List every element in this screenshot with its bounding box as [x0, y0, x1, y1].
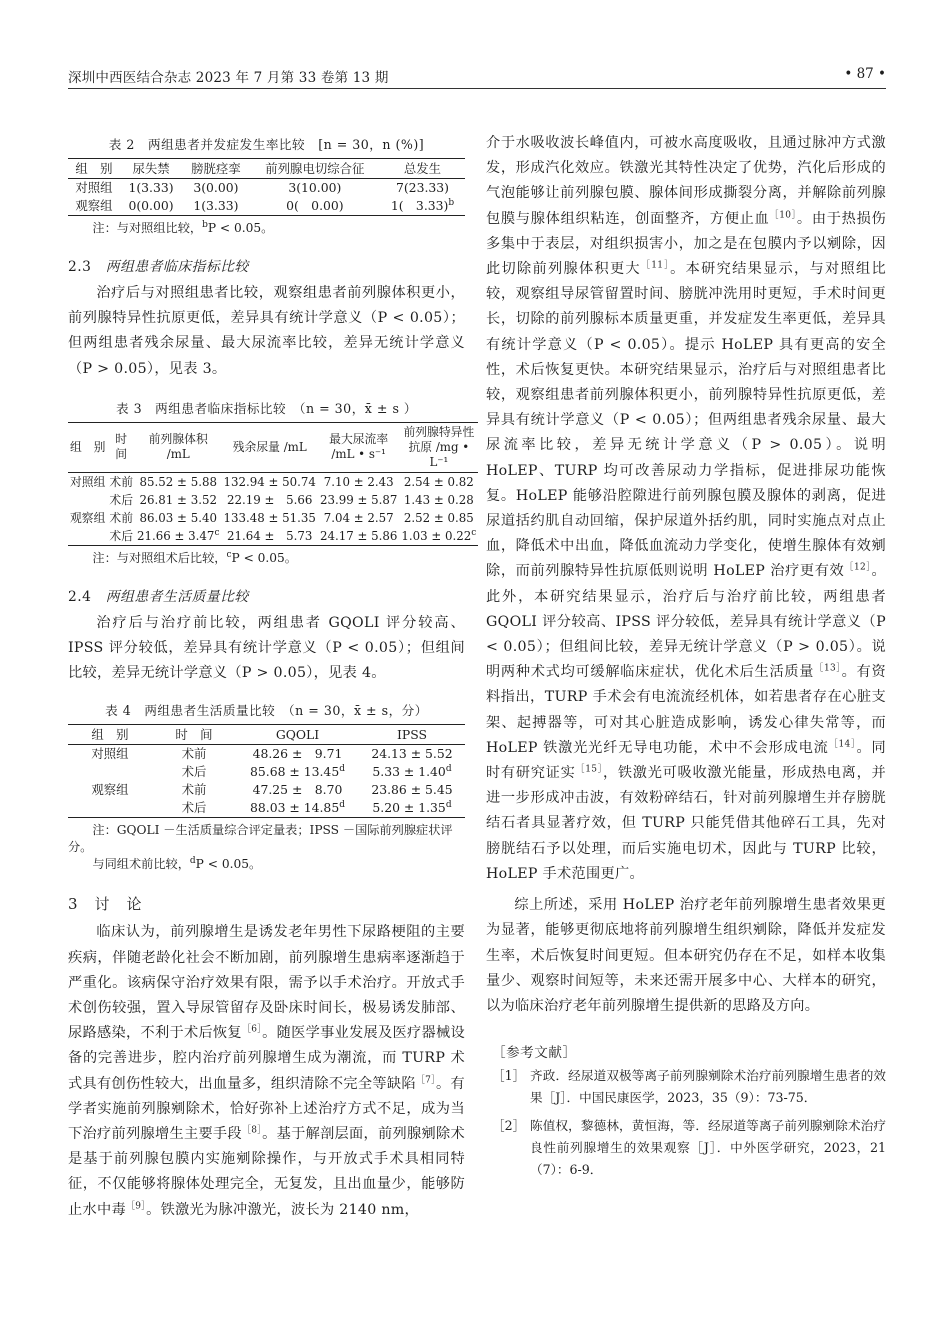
table-cell: 7.10 ± 2.43: [323, 474, 394, 489]
table4-header: GQOLI: [275, 727, 320, 743]
text-run: 。基于解剖层面，前列腺剜除术是基于前列腺包膜内实施剜除操作，与开放式手术具相同特征，不仅能够将腺体处理完全，无复发，且出血量少，能够防止水中毒: [68, 1126, 465, 1218]
superscript: c: [214, 527, 220, 538]
page-number: • 87 •: [844, 66, 886, 82]
table3-header: 前列腺特异性抗原 /mg • L⁻¹: [403, 424, 475, 469]
table4-note: 注：GQOLI －生活质量综合评定量表；IPSS －国际前列腺症状评分。: [68, 823, 453, 855]
table-row: [68, 745, 465, 764]
text-run: 。有学者实施前列腺剜除术，恰好弥补上述治疗方式不足，成为当下治疗前列腺增生主要手段: [68, 1075, 465, 1143]
text-run: 。随医学事业发展及医疗器械设备的完善进步，腔内治疗前列腺增生成为潮流，而 TURP 术式具有创伤性较大，出血量多，组织清除不完全等缺陷: [68, 1025, 465, 1092]
reference-item: [486, 1065, 886, 1109]
text-run: 。铁激光为脉冲激光，波长为 2140 nm，: [146, 1201, 420, 1218]
section-number: 2.4: [68, 588, 92, 605]
table3-header: 前列腺体积 /mL: [148, 432, 208, 462]
reference-text: 齐政．经尿道双极等离子前列腺剜除术治疗前列腺增生患者的效果［J］．中国民康医学，2023，35（9）：73-75．: [530, 1068, 886, 1106]
table2-header: 总发生: [403, 161, 442, 176]
running-header: [68, 62, 886, 86]
citation: ［8］: [241, 1125, 263, 1136]
table-cell: [68, 527, 107, 546]
table-cell: 术前: [109, 474, 134, 489]
citation: ［6］: [241, 1024, 263, 1035]
table-cell: 观察组: [75, 198, 113, 213]
text-run: 。由于热损伤多集中于表层，对组织损害小，加之是在包膜内予以剜除，因此切除前列腺体积更大: [486, 210, 887, 278]
note-tail: P < 0.05。: [207, 221, 274, 235]
cell-value: 85.68 ± 13.45: [250, 764, 340, 780]
reference-item: [486, 1115, 886, 1181]
discussion-paragraph-continued: [486, 131, 886, 887]
table-cell: 0( 0.00): [286, 198, 344, 213]
citation: ［15］: [575, 764, 603, 775]
table4-caption: 表 4 两组患者生活质量比较 （n = 30，x̄ ± s，分）: [105, 703, 428, 719]
table-cell: [236, 763, 359, 781]
reference-number: ［2］: [492, 1118, 526, 1134]
table-cell: 47.25 ± 8.70: [252, 782, 343, 798]
table3-note: [68, 550, 465, 567]
table3-header: 时 间: [115, 432, 139, 462]
table-cell: 21.64 ± 5.73: [226, 528, 313, 543]
table-cell: 7.04 ± 2.57: [323, 510, 394, 525]
table-cell: 132.94 ± 50.74: [223, 474, 316, 489]
citation: ［9］: [125, 1200, 147, 1211]
reference-text: 陈值权，黎德林，黄恒海，等．经尿道等离子前列腺剜除术治疗良性前列腺增生的效果观察［J］．中外医学研究，2023，21（7）：6-9．: [530, 1118, 886, 1178]
section-2-3-heading: [68, 255, 465, 275]
note-text: 注：与对照组比较，: [92, 221, 203, 235]
table-cell: [68, 491, 107, 509]
table4-note-2: [68, 856, 465, 873]
table-cell: 术前: [181, 746, 207, 762]
citation: ［7］: [415, 1074, 437, 1085]
table-row: [68, 179, 465, 198]
citation: ［13］: [814, 663, 842, 674]
note-text: 注：与对照组术后比较，: [92, 550, 227, 565]
left-column: [68, 100, 477, 1223]
table-cell: 2.52 ± 0.85: [403, 510, 474, 525]
table2: [68, 158, 465, 216]
table3-header: 组 别: [70, 439, 106, 454]
table-cell: 85.52 ± 5.88: [139, 474, 217, 489]
text-run: 介于水吸收波长峰值内，可被水高度吸收，且通过脉冲方式激发，形成汽化效应。铁激光其特性决定了优势，汽化后形成的气泡能够让前列腺包膜、腺体间形成撕裂分离，并解除前列腺包膜与腺体组织粘连，创面整齐，方便止血: [486, 135, 886, 227]
text-run: 。此外，本研究结果显示，治疗后与治疗前比较，两组患者 GQOLI 评分较高、IPSS 评分较低，差异具有统计学意义（P < 0.05）；但组间比较，差异无统计学意义（P > 0.05）。说明两种术式均可缓解临床症状，优化术后生活质量: [486, 563, 887, 681]
table-cell: 23.86 ± 5.45: [371, 782, 453, 798]
table-cell: [380, 197, 465, 216]
table2-caption: 表 2 两组患者并发症发生率比较 [n = 30，n (%)]: [108, 137, 425, 152]
section-2-4-paragraph: 治疗后与治疗前比较，两组患者 GQOLI 评分较高、IPSS 评分较低，差异具有统计学意义（P < 0.05）；但组间比较，差异无统计学意义（P > 0.05），见表 4。: [68, 614, 465, 682]
text-run: 临床认为，前列腺增生是诱发老年男性下尿路梗阻的主要疾病，伴随老龄化社会不断加剧，前列腺增生患病率逐渐趋于严重化。该病保守治疗效果有限，需予以手术治疗。开放式手术创伤较强，置入导尿管留存及卧床时间长，极易诱发肺部、尿路感染，不利于术后恢复: [68, 924, 465, 1042]
table-cell: 3(10.00): [288, 180, 342, 195]
citation: ［14］: [828, 739, 857, 750]
table2-header: 前列腺电切综合征: [265, 161, 365, 176]
table-cell: 观察组: [91, 782, 129, 798]
cell-value: 88.03 ± 14.85: [250, 800, 340, 816]
table2-header: 尿失禁: [132, 161, 170, 176]
superscript: d: [445, 800, 452, 811]
superscript: d: [189, 856, 196, 867]
table-cell: [359, 763, 465, 781]
table-cell: 22.19 ± 5.66: [226, 492, 313, 507]
table-cell: 对照组: [91, 746, 129, 762]
note-tail: P < 0.05。: [195, 857, 262, 872]
superscript: d: [445, 764, 452, 775]
table-cell: [68, 763, 152, 781]
table-cell: 0(0.00): [128, 198, 174, 213]
citation: ［12］: [844, 562, 872, 573]
conclusion-paragraph: 综上所述，采用 HoLEP 治疗老年前列腺增生患者效果更为显著，能够更彻底地将前列腺增生组织剜除，降低并发症发生率，术后恢复时间更短。但本研究仍存在不足，如样本收集量少、观察时间短等，未来还需开展多中心、大样本的研究，以为临床治疗老年前列腺增生提供新的思路及方向。: [486, 897, 886, 1014]
table-cell: 86.03 ± 5.40: [139, 510, 217, 525]
superscript: c: [226, 549, 232, 560]
cell-value: 5.20 ± 1.35: [372, 800, 446, 816]
table-row: [68, 472, 478, 491]
table4-header: IPSS: [396, 727, 427, 743]
table-cell: 24.17 ± 5.86: [319, 528, 398, 543]
table-row: [68, 781, 465, 799]
section-2-4-heading: [68, 585, 465, 605]
table-cell: 3(0.00): [193, 180, 239, 195]
citation: ［10］: [769, 209, 797, 220]
table-cell: 1.43 ± 0.28: [403, 492, 474, 507]
section-number: 2.3: [68, 259, 92, 275]
table-cell: 26.81 ± 3.52: [139, 492, 217, 507]
section-2-3-paragraph: 治疗后与对照组患者比较，观察组患者前列腺体积更小，前列腺特异性抗原更低，差异具有统计学意义（P < 0.05）；但两组患者残余尿量、最大尿流率比较，差异无统计学意义（P > 0.05），见表 3。: [68, 285, 465, 377]
superscript: c: [471, 527, 477, 538]
superscript: d: [339, 800, 345, 811]
table-cell: 对照组: [70, 474, 106, 489]
references-heading: ［参考文献］: [492, 1045, 577, 1062]
table-cell: 1(3.33): [128, 180, 174, 195]
note-text: 与同组术前比较，: [92, 857, 190, 872]
table2-header: 组 别: [75, 161, 113, 176]
cell-value: 5.33 ± 1.40: [372, 764, 446, 780]
table-cell: [135, 527, 221, 546]
text-run: 。同时有研究证实: [486, 739, 887, 782]
superscript: b: [448, 197, 455, 208]
table-cell: 术前: [181, 782, 207, 798]
reference-number: ［1］: [492, 1068, 526, 1084]
table-cell: 48.26 ± 9.71: [252, 746, 343, 762]
table-cell: [359, 799, 465, 818]
table-cell: 术后: [109, 492, 134, 507]
table-row: [68, 491, 478, 509]
table4: [68, 724, 465, 818]
table-cell: 术后: [181, 764, 207, 780]
superscript: b: [202, 219, 208, 230]
table-cell: 术前: [109, 510, 134, 525]
table-cell: 2.54 ± 0.82: [403, 474, 474, 489]
table-row: [68, 763, 465, 781]
superscript: d: [339, 764, 345, 775]
table-cell: [236, 799, 359, 818]
table-cell: 24.13 ± 5.52: [371, 746, 453, 762]
table3-caption: 表 3 两组患者临床指标比较 （n = 30，x̄ ± s ）: [115, 400, 418, 416]
cell-value: 21.66 ± 3.47: [137, 528, 215, 543]
note-tail: P < 0.05。: [231, 550, 297, 565]
table-row: [68, 197, 465, 216]
header-rule: [68, 88, 886, 89]
journal-info: 深圳中西医结合杂志 2023 年 7 月第 33 卷第 13 期: [68, 70, 389, 86]
right-column: [486, 131, 886, 1181]
table-row: [68, 527, 478, 546]
cell-value: 1.03 ± 0.22: [401, 528, 472, 543]
citation: ［11］: [640, 260, 671, 271]
cell-value: 1( 3.33): [390, 198, 449, 213]
section-3-heading: 3 讨 论: [68, 895, 143, 914]
table3-header: 残余尿量 /mL: [232, 439, 307, 454]
table-row: [68, 799, 465, 818]
table2-header: 膀胱痉挛: [191, 161, 241, 176]
table-cell: [399, 527, 478, 546]
discussion-paragraph: [68, 920, 465, 1222]
section-title: 两组患者临床指标比较: [105, 259, 249, 275]
table-cell: 23.99 ± 5.87: [319, 492, 398, 507]
reference-list: [486, 1065, 886, 1181]
table-cell: 1(3.33): [193, 198, 239, 213]
text-run: 。本研究结果显示，与对照组比较，观察组导尿管留置时间、膀胱冲洗用时更短，手术时间更长，切除的前列腺标本质量更重，并发症发生率更低，差异具有统计学意义（P < 0.05）。提示 HoLEP 具有更高的安全性，术后恢复更快。本研究结果显示，治疗后与对照组患者比较，观察组患者前列腺体积更小，前列腺特异性抗原更低，差异具有统计学意义（P < 0.05）；但两组患者残余尿量、最大尿流率比较，差异无统计学意义（P > 0.05）。说明 HoLEP、TURP 均可改善尿动力学指标，促进排尿功能恢复。HoLEP 能够沿腔隙进行前列腺包膜及腺体的剥离，促进尿道括约肌自动回缩，保护尿道外括约肌，同时实施点对点止血，降低术中出血，降低血流动力学变化，使增生腺体有效剜除，而前列腺特异性抗原低则说明 HoLEP 治疗更有效: [486, 261, 886, 580]
text-run: 。有资料指出，TURP 手术会有电流流经机体，如若患者存在心脏支架、起搏器等，可对其心脏造成影响，诱发心律失常等，而 HoLEP 铁激光光纤无导电功能，术中不会形成电流: [486, 664, 886, 756]
section-title: 两组患者生活质量比较: [105, 588, 249, 605]
table-cell: [68, 799, 152, 818]
table2-note: [68, 220, 465, 237]
table-cell: 观察组: [70, 510, 106, 525]
table3: [68, 422, 478, 546]
table-row: [68, 509, 478, 527]
table-cell: 7(23.33): [395, 180, 449, 195]
table-cell: 对照组: [75, 180, 113, 195]
text-run: ，铁激光可吸收激光能量，形成热电离，并进一步形成冲击波，有效粉碎结石，针对前列腺增生并存膀胱结石者具显著疗效，但 TURP 只能凭借其他碎石工具，先对膀胱结石予以处理，而后实施电切术，因此与 TURP 比较，HoLEP 手术范围更广。: [486, 765, 886, 882]
table-cell: 术后: [109, 528, 134, 543]
table3-header: 最大尿流率 /mL • s⁻¹: [329, 432, 389, 462]
table-cell: 术后: [181, 800, 207, 816]
table4-header: 时 间: [175, 727, 213, 743]
table4-header: 组 别: [91, 727, 129, 743]
table-cell: 133.48 ± 51.35: [223, 510, 316, 525]
